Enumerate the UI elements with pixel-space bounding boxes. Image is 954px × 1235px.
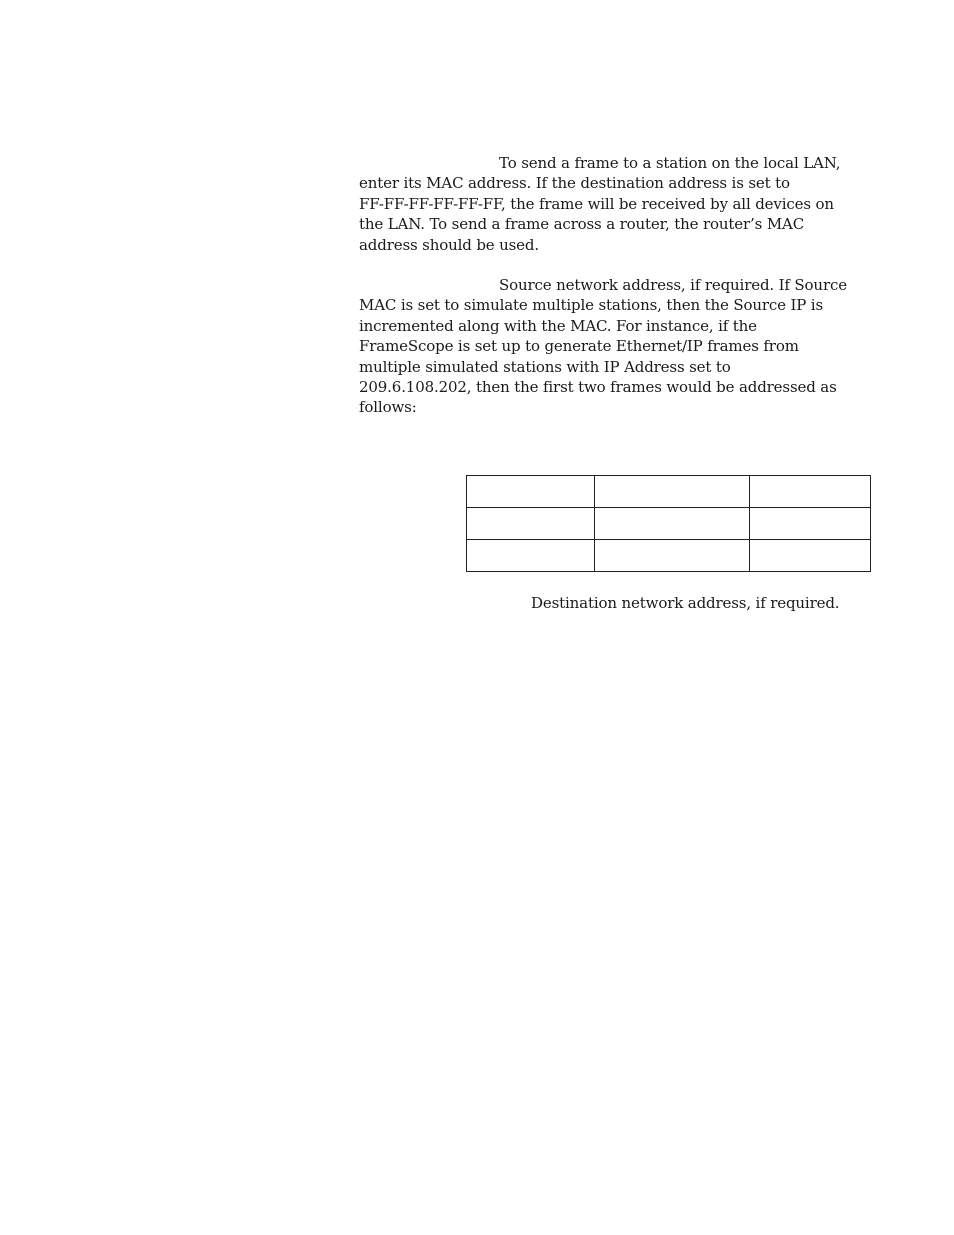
table-row (467, 540, 871, 572)
paragraph-line: enter its MAC address. If the destination address is set to (359, 174, 790, 193)
address-table (466, 475, 871, 572)
paragraph-line: 209.6.108.202, then the first two frames would be addressed as (359, 378, 837, 397)
table-row (467, 508, 871, 540)
paragraph-line: incremented along with the MAC. For instance, if the (359, 316, 757, 335)
table-cell (595, 476, 750, 508)
paragraph-line: To send a frame to a station on the local LAN, (499, 154, 841, 172)
dest-ip-paragraph (531, 593, 861, 613)
dest-mac-paragraph (359, 153, 859, 255)
table-cell (467, 476, 595, 508)
paragraph-line: FF-FF-FF-FF-FF-FF, the frame will be received by all devices on (359, 194, 834, 213)
paragraph-line: Source network address, if required. If Source (499, 276, 847, 294)
source-ip-paragraph (359, 275, 859, 418)
table-row (467, 476, 871, 508)
table-cell (750, 476, 871, 508)
paragraph-line: follows: (359, 398, 417, 417)
paragraph-line: address should be used. (359, 235, 539, 254)
paragraph-line: MAC is set to simulate multiple stations, then the Source IP is (359, 296, 824, 315)
table-cell (750, 540, 871, 572)
paragraph-line: Destination network address, if required. (531, 594, 840, 612)
paragraph-line: multiple simulated stations with IP Address set to (359, 357, 731, 376)
paragraph-line: FrameScope is set up to generate Ethernet/IP frames from (359, 337, 799, 356)
table-cell (750, 508, 871, 540)
table-cell (595, 540, 750, 572)
table-cell (467, 540, 595, 572)
paragraph-line: the LAN. To send a frame across a router, the router’s MAC (359, 215, 805, 234)
table-cell (595, 508, 750, 540)
table-cell (467, 508, 595, 540)
